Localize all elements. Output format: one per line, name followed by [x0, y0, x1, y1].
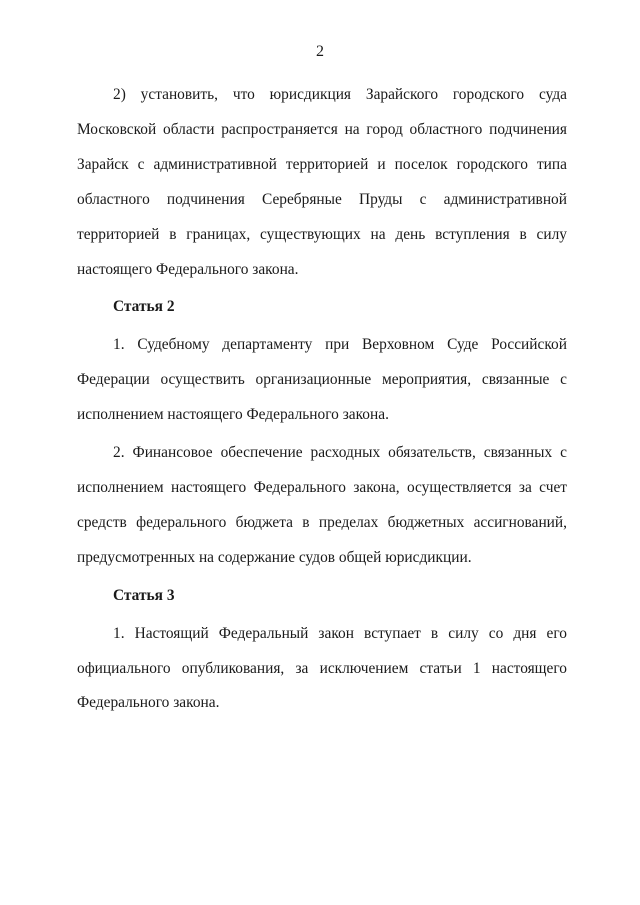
article-2-heading: Статья 2 [113, 298, 175, 316]
page-number: 2 [316, 43, 324, 60]
article-3-heading: Статья 3 [113, 586, 175, 604]
document-body [77, 78, 567, 721]
paragraph-jurisdiction-zaraysk: 2) установить, что юрисдикция Зарайского городского суда Московской области распространяется на город областного подчинения Зарайск с административной территорией и поселок городского типа областного подчинения Серебряные Пруды с административной территорией в границах, существующих на день вступления в силу настоящего Федерального закона. [77, 86, 567, 278]
paragraph-article-2-item-2: 2. Финансовое обеспечение расходных обязательств, связанных с исполнением настоящего Федерального закона, осуществляется за счет средств федерального бюджета в пределах бюджетных ассигнований, предусмотренных на содержание судов общей юрисдикции. [77, 444, 567, 566]
paragraph-article-3-item-1: 1. Настоящий Федеральный закон вступает в силу со дня его официального опубликования, за исключением статьи 1 настоящего Федерального закона. [77, 624, 567, 712]
paragraph-article-2-item-1: 1. Судебному департаменту при Верховном Суде Российской Федерации осуществить организационные мероприятия, связанные с исполнением настоящего Федерального закона. [77, 336, 567, 424]
